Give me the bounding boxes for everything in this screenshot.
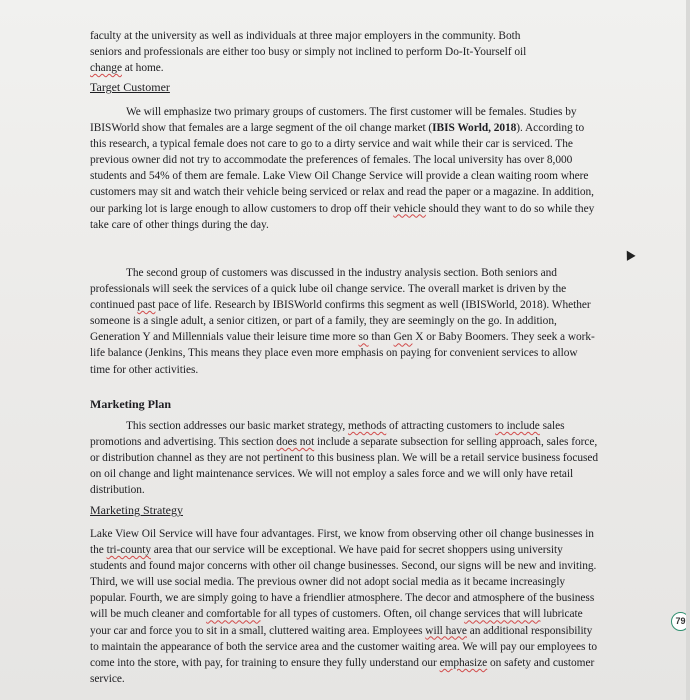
ms-f: on safety and customer service. (90, 656, 595, 685)
target-customer-paragraph-2 (90, 265, 600, 378)
ms-c: for all types of customers. Often, oil change (260, 608, 465, 621)
intro-line-3: at home. (121, 62, 164, 75)
mp-c: include a separate subsection for selling approach, sales force, or distribution channel as they are not pertinent to this business plan. We will be a retail service business focused on oil change and light maintenance services. We will not employ a sales force and we will only have retail distribution. (90, 436, 599, 497)
page-number-badge[interactable]: 79 (671, 612, 690, 631)
tc-p1-lead: We will emphasize two primary groups of customers. The first customer will be females. (126, 106, 527, 118)
tc-p2-so: so (358, 331, 369, 344)
ms-will-have: will have (425, 624, 467, 637)
tc-p1-b: ). According to this research, a typical female does not care to go to a dirty service and wait while their car is serviced. The previous owner did not try to accommodate the preferences of females. The local university has over 8,000 students and 54% of them are female. Lake View Oil Change Service will provide a clean waiting room where customers may sit and watch their vehicle being serviced or relax and read the paper or a magazine. In addition, our parking lot is large enough to allow customers to drop off their (90, 122, 594, 215)
tc-p1-a: Studies by IBISWorld show that females are a large segment of the oil change market ( (90, 106, 577, 135)
marketing-strategy-heading: Marketing Strategy (90, 503, 183, 517)
mp-a: of attracting customers (386, 420, 496, 432)
ms-b: area that our service will be exceptional. We have paid for secret shoppers using university students and found major concerns with other oil change businesses. Second, our signs will be new and inviting. Third, we will use social media. The previous owner did not adopt social media as it became increasingly popular. Fourth, we are simply going to have a friendlier atmosphere. The decor and atmosphere of the business will be much cleaner and (90, 544, 597, 621)
ms-comfortable: comfortable (206, 608, 261, 621)
mp-methods: methods (347, 420, 387, 432)
tc-p2-c: than (368, 331, 394, 344)
ms-services: services that will (464, 608, 541, 621)
tc-p2-past: past (137, 299, 156, 312)
ms-e: an additional responsibility to maintain the appearance of both the service area and the customer waiting area. We will pay our employees to come into the store, with pay, for training to ensure they fully understand our (90, 624, 597, 669)
ms-emphasize: emphasize (439, 656, 488, 669)
target-customer-heading: Target Customer (90, 80, 170, 94)
page-edge (686, 0, 690, 700)
tc-p1-citation: IBIS World, 2018 (432, 122, 517, 135)
intro-paragraph (90, 28, 600, 76)
ms-a: Lake View Oil Service will have four advantages. First, we know from observing other oil change businesses in the (90, 528, 594, 557)
target-customer-paragraph-1 (90, 104, 600, 233)
document-page (76, 0, 690, 700)
tc-p2-gen: Gen (393, 331, 413, 344)
marketing-plan-paragraph (90, 418, 600, 498)
tc-p2-a: seniors and professionals will seek the services of a quick lube oil change service. The overall market is driven by the continued (90, 267, 567, 312)
marketing-strategy-paragraph (90, 526, 600, 687)
mp-does-not: does not (276, 436, 315, 449)
intro-line-2: seniors and professionals are either too busy or simply not inclined to perform Do-It-Yourself oil (90, 46, 527, 59)
ms-d: lubricate your car and force you to sit in a small, cluttered waiting area. Employees (90, 608, 583, 637)
tc-p1-c: should they want to do so while they take care of other things during the day. (90, 202, 595, 231)
intro-line-1: faculty at the university as well as individuals at three major employers in the community. Both (90, 30, 521, 42)
mp-to-include: to include (495, 420, 540, 432)
intro-change-word: change (90, 62, 122, 75)
tc-p2-lead: The second group of customers was discussed in the industry analysis section. Both (126, 267, 504, 279)
tc-p1-vehicle: vehicle (393, 202, 426, 215)
tc-p2-d: X or Baby Boomers. They seek a work-life balance (Jenkins, This means they place even more emphasis on paying for convenient services to allow time for other activities. (90, 331, 595, 376)
ms-tri-county: tri-county (106, 544, 151, 557)
mp-b: sales promotions and advertising. This section (90, 420, 565, 449)
marketing-plan-heading: Marketing Plan (90, 397, 171, 411)
mp-lead: This section addresses our basic market strategy, (126, 420, 348, 432)
tc-p2-b: pace of life. Research by IBISWorld confirms this segment as well (IBISWorld, 2018). Whether someone is a single adult, a senior citizen, or part of a family, they are seemingly on the go. In addition, Generation Y and Millennials value their leisure time more (90, 299, 591, 344)
